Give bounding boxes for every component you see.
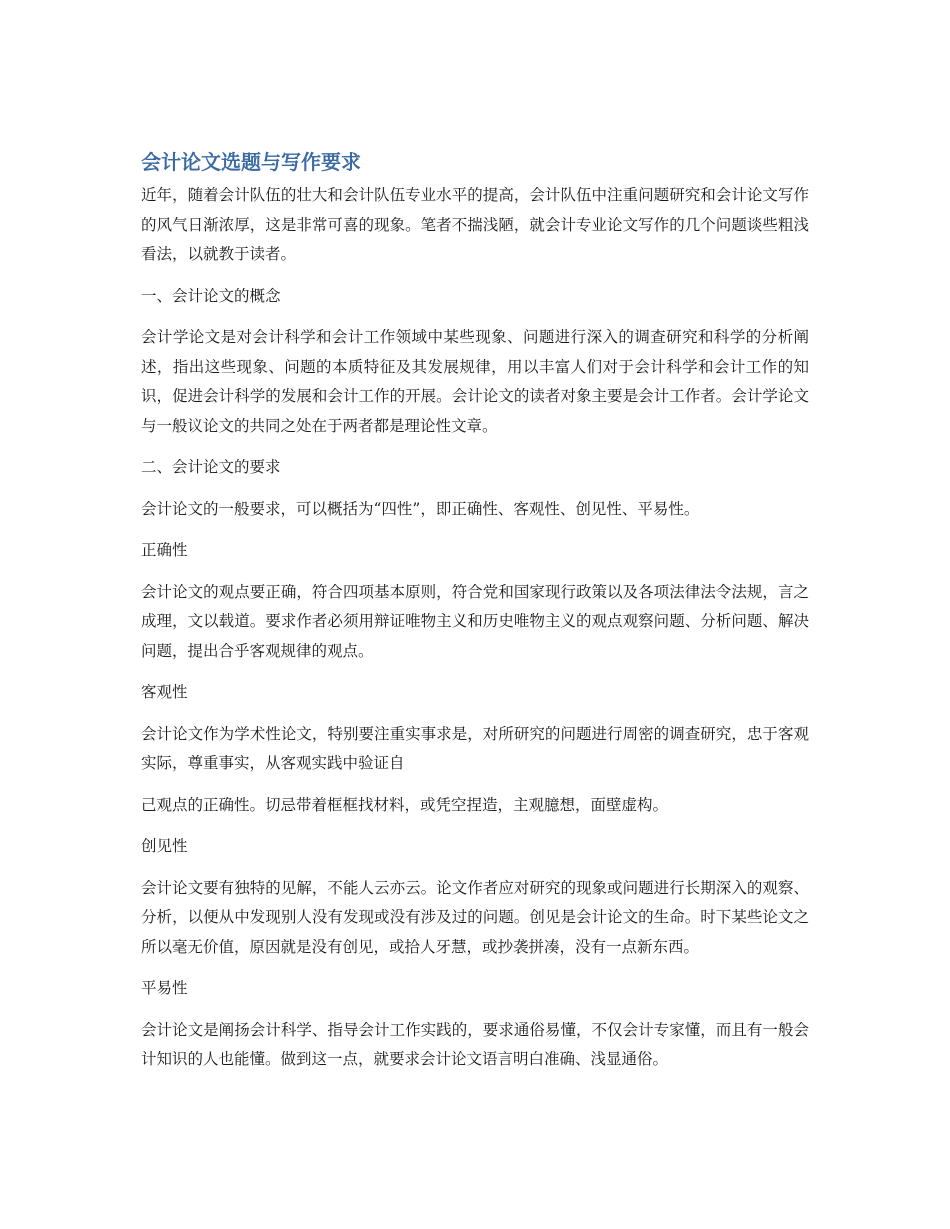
objectivity-paragraph-continued: 己观点的正确性。切忌带着框框找材料，或凭空捏造，主观臆想，面壁虚构。 xyxy=(141,795,669,814)
subheading-correctness: 正确性 xyxy=(141,541,188,559)
requirements-paragraph: 会计论文的一般要求，可以概括为“四性”，即正确性、客观性、创见性、平易性。 xyxy=(141,499,700,518)
concept-paragraph: 会计学论文是对会计科学和会计工作领域中某些现象、问题进行深入的调查研究和科学的分析阐述，指出这些现象、问题的本质特征及其发展规律，用以丰富人们对于会计科学和会计工作的知识，促进会计科学的发展和会计工作的开展。会计论文的读者对象主要是会计工作者。会计学论文与一般议论文的共同之处在于两者都是理论性文章。 xyxy=(141,328,809,435)
originality-paragraph: 会计论文要有独特的见解，不能人云亦云。论文作者应对研究的现象或问题进行长期深入的观察、分析，以便从中发现别人没有发现或没有涉及过的问题。创见是会计论文的生命。时下某些论文之所以毫无价值，原因就是没有创见，或拾人牙慧，或抄袭拼凑，没有一点新东西。 xyxy=(141,878,809,956)
accessibility-paragraph: 会计论文是阐扬会计科学、指导会计工作实践的，要求通俗易懂，不仅会计专家懂，而且有一般会计知识的人也能懂。做到这一点，就要求会计论文语言明白准确、浅显通俗。 xyxy=(141,1020,809,1068)
section-heading-requirements: 二、会计论文的要求 xyxy=(141,458,281,476)
subheading-accessibility: 平易性 xyxy=(141,979,188,997)
subheading-objectivity: 客观性 xyxy=(141,683,188,701)
correctness-paragraph: 会计论文的观点要正确，符合四项基本原则，符合党和国家现行政策以及各项法律法令法规，言之成理，文以载道。要求作者必须用辩证唯物主义和历史唯物主义的观点观察问题、分析问题、解决问题，提出合乎客观规律的观点。 xyxy=(141,582,809,660)
document-title: 会计论文选题与写作要求 xyxy=(141,150,361,174)
section-heading-concept: 一、会计论文的概念 xyxy=(141,286,281,305)
document-page xyxy=(141,148,809,1075)
objectivity-paragraph: 会计论文作为学术性论文，特别要注重实事求是，对所研究的问题进行周密的调查研究，忠于客观实际，尊重事实，从客观实践中验证自 xyxy=(141,724,809,772)
subheading-originality: 创见性 xyxy=(141,837,188,855)
intro-paragraph: 近年，随着会计队伍的壮大和会计队伍专业水平的提高，会计队伍中注重问题研究和会计论文写作的风气日渐浓厚，这是非常可喜的现象。笔者不揣浅陋，就会计专业论文写作的几个问题谈些粗浅看法，以就教于读者。 xyxy=(141,186,809,263)
